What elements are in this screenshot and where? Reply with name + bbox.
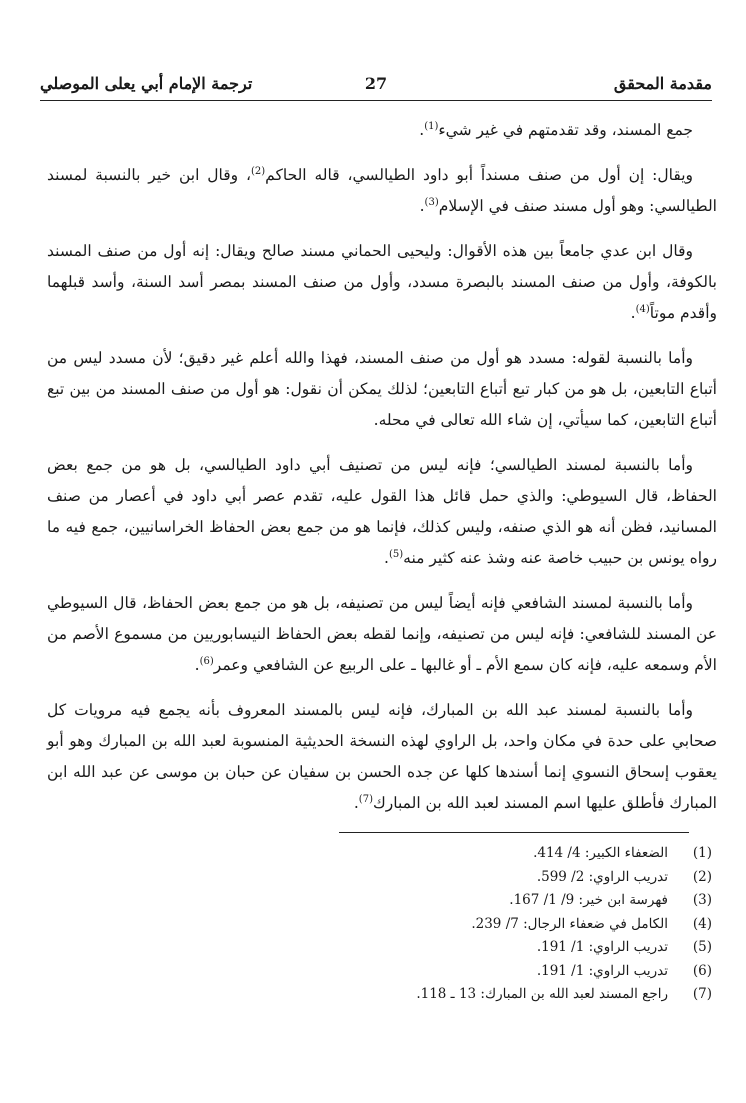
footnote-number: (7) [692,986,712,1002]
footnote-number: (2) [692,868,712,885]
footnote-number: (4) [692,915,712,932]
footnote-item [112,866,712,890]
footnote-item [112,842,712,866]
footnote-ref: (7) [358,793,373,805]
footnote-ref: (1) [424,120,439,132]
footnote-text: تدريب الراوي: 1/ 191. [536,939,668,955]
paragraph: وأما بالنسبة لمسند الطيالسي؛ فإنه ليس من تصنيف أبي داود الطيالسي، بل هو من جمع بعض الحفاظ، قال السيوطي: والذي حمل قائل هذا القول عليه، تقدم عصر أبي داود في أعصار من صنف المسانيد، فظن أنه هو الذي صنفه، وليس كذلك، فإنما هو من جمع بعض الحفاظ الخراسانيين، جمع فيه ما رواه يونس بن حبيب خاصة عنه وشذ عنه كثير منه$^{(5)}$. [47,456,717,567]
footnote-number: (5) [692,939,712,955]
paragraph: ويقال: إن أول من صنف مسنداً أبو داود الطيالسي، قاله الحاكم$^{(2)}$، وقال ابن خير بالنسبة لمسند الطيالسي: وهو أول مسند صنف في الإسلام$^{(3)}$. [47,165,717,215]
header-section-title: مقدمة المحقق [613,74,712,93]
footnote-ref: (4) [635,303,650,315]
footnote-ref: (6) [199,655,214,667]
footnote-item [112,983,712,1007]
header-book-title: ترجمة الإمام أبي يعلى الموصلي [40,74,253,93]
paragraph: وأما بالنسبة لقوله: مسدد هو أول من صنف المسند، فهذا والله أعلم غير دقيق؛ لأن مسدد ليس من أتباع التابعين، بل هو من كبار تبع أتباع التابعين؛ لذلك يمكن أن نقول: هو أول من صنف المسند من بين تبع أتباع التابعين، كما سيأتي، إن شاء الله تعالى في محله. [47,349,717,429]
footnote-item [112,889,712,913]
paragraph: وقال ابن عدي جامعاً بين هذه الأقوال: وليحيى الحماني مسند صالح ويقال: إنه أول من صنف المسند بالكوفة، وأول من صنف المسند بالبصرة مسدد، وأول من صنف المسند بمصر أسد السنة، وأسد قبلهما وأقدم موتاً$^{(4)}$. [47,242,717,322]
paragraph: جمع المسند، وقد تقدمتهم في غير شيء$^{(1)}$. [419,120,693,139]
footnote-text: تدريب الراوي: 2/ 599. [536,868,668,885]
footnote-divider [339,832,689,833]
footnote-item [112,960,712,984]
footnote-number: (1) [692,845,712,861]
footnote-text: الكامل في ضعفاء الرجال: 7/ 239. [471,915,668,932]
footnote-text: راجع المسند لعبد الله بن المبارك: 13 ـ 118. [416,986,668,1002]
paragraph: وأما بالنسبة لمسند عبد الله بن المبارك، فإنه ليس بالمسند المعروف بأنه يجمع فيه مرويات كل صحابي على حدة في مكان واحد، بل الراوي لهذه النسخة الحديثية المنسوبة لعبد الله بن المبارك وهو أبو يعقوب إسحاق النسوي إنما أسندها كلها عن جده الحسن بن سفيان عن حبان بن موسى عن عبد الله ابن المبارك فأطلق عليها اسم المسند لعبد الله بن المبارك$^{(7)}$. [47,701,717,812]
footnote-ref: (2) [250,165,266,177]
footnote-number: (6) [692,962,712,979]
footnote-number: (3) [692,892,712,908]
footnote-text: تدريب الراوي: 1/ 191. [536,962,668,979]
footnote-item [112,913,712,937]
page-header [40,70,712,101]
footnote-text: الضعفاء الكبير: 4/ 414. [533,845,668,861]
paragraph: وأما بالنسبة لمسند الشافعي فإنه أيضاً ليس من تصنيفه، بل هو من جمع بعض الحفاظ، قال السيوطي عن المسند للشافعي: فإنه ليس من تصنيفه، وإنما لقطه بعض الحفاظ النيسابوريين من مسموع الأصم من الأم وسمعه عليه، فإنه كان سمع الأم ـ أو غالبها ـ على الربيع عن الشافعي وعمر$^{(6)}$. [47,594,717,674]
footnote-text: فهرسة ابن خير: 9/ 1/ 167. [509,892,668,908]
footnote-ref: (5) [388,548,404,560]
footnote-ref: (3) [424,196,439,208]
footnote-item [112,936,712,960]
page-number: 27 [364,74,388,93]
footnotes [112,842,712,1007]
body-text [47,115,717,833]
